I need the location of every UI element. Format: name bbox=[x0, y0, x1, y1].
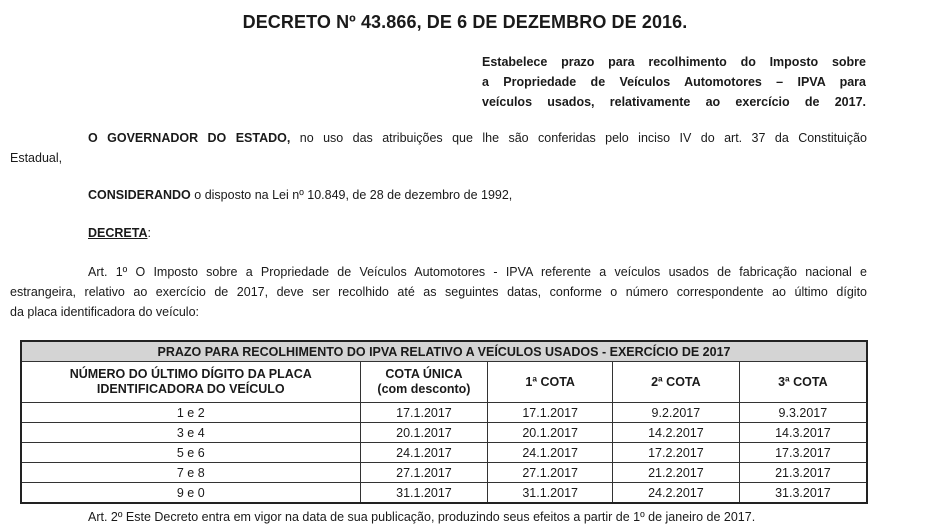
table-cell: 9.3.2017 bbox=[739, 403, 867, 423]
table-cell: 21.2.2017 bbox=[613, 463, 740, 483]
preamble-text: no uso das atribuições que lhe são conferidas pelo inciso IV do art. 37 da Constituição bbox=[290, 131, 867, 145]
table-cell: 5 e 6 bbox=[21, 443, 360, 463]
preamble-paragraph bbox=[10, 128, 867, 168]
summary-line: a Propriedade de Veículos Automotores – IPVA para bbox=[482, 75, 866, 89]
table-cell: 14.3.2017 bbox=[739, 423, 867, 443]
table-cell: 9.2.2017 bbox=[613, 403, 740, 423]
table-cell: 1 e 2 bbox=[21, 403, 360, 423]
decreta-label: DECRETA bbox=[88, 226, 148, 240]
table-cell: 21.3.2017 bbox=[739, 463, 867, 483]
table-cell: 17.3.2017 bbox=[739, 443, 867, 463]
preamble-line bbox=[10, 128, 867, 148]
decreta-colon: : bbox=[147, 226, 151, 240]
table-cell: 14.2.2017 bbox=[613, 423, 740, 443]
table-cell: 24.1.2017 bbox=[488, 443, 613, 463]
table-row bbox=[21, 463, 867, 483]
table-row bbox=[21, 403, 867, 423]
considerando-paragraph bbox=[88, 185, 512, 205]
preamble-line: Estadual, bbox=[10, 151, 63, 165]
column-header-second-quota: 2ª COTA bbox=[613, 362, 740, 403]
article-2-partial: Art. 2º Este Decreto entra em vigor na data de sua publicação, produzindo seus efeitos a partir de 1º de janeiro de 2017. bbox=[88, 510, 756, 524]
table-caption: PRAZO PARA RECOLHIMENTO DO IPVA RELATIVO A VEÍCULOS USADOS - EXERCÍCIO DE 2017 bbox=[21, 341, 867, 362]
table-cell: 17.1.2017 bbox=[488, 403, 613, 423]
table-cell: 24.2.2017 bbox=[613, 483, 740, 504]
table-cell: 20.1.2017 bbox=[488, 423, 613, 443]
table-cell: 20.1.2017 bbox=[360, 423, 488, 443]
column-header-third-quota: 3ª COTA bbox=[739, 362, 867, 403]
table-cell: 27.1.2017 bbox=[488, 463, 613, 483]
table-header-row bbox=[21, 362, 867, 403]
decree-summary bbox=[482, 52, 866, 112]
table-cell: 17.1.2017 bbox=[360, 403, 488, 423]
column-header-first-quota: 1ª COTA bbox=[488, 362, 613, 403]
considerando-label: CONSIDERANDO bbox=[88, 188, 191, 202]
table-cell: 17.2.2017 bbox=[613, 443, 740, 463]
table-cell: 31.3.2017 bbox=[739, 483, 867, 504]
table-cell: 3 e 4 bbox=[21, 423, 360, 443]
article-1-line: Art. 1º O Imposto sobre a Propriedade de Veículos Automotores - IPVA referente a veículos usados de fabricação nacional e bbox=[88, 265, 867, 279]
table-cell: 24.1.2017 bbox=[360, 443, 488, 463]
governor-label: O GOVERNADOR DO ESTADO, bbox=[88, 131, 291, 145]
table-cell: 7 e 8 bbox=[21, 463, 360, 483]
considerando-text: o disposto na Lei nº 10.849, de 28 de dezembro de 1992, bbox=[190, 188, 513, 202]
article-1-line: estrangeira, relativo ao exercício de 2017, deve ser recolhido até as seguintes datas, conforme o número correspondente ao último dígito bbox=[10, 285, 867, 299]
summary-line: Estabelece prazo para recolhimento do Imposto sobre bbox=[482, 55, 866, 69]
table-row bbox=[21, 443, 867, 463]
table-row bbox=[21, 483, 867, 504]
table-row bbox=[21, 423, 867, 443]
decree-title: DECRETO Nº 43.866, DE 6 DE DEZEMBRO DE 2016. bbox=[242, 12, 688, 32]
table-cell: 31.1.2017 bbox=[488, 483, 613, 504]
decreta-paragraph bbox=[88, 223, 151, 243]
article-1-paragraph bbox=[10, 262, 867, 322]
table-cell: 31.1.2017 bbox=[360, 483, 488, 504]
ipva-schedule-table bbox=[20, 340, 868, 504]
table-cell: 9 e 0 bbox=[21, 483, 360, 504]
article-1-line: da placa identificadora do veículo: bbox=[10, 305, 200, 319]
table-cell: 27.1.2017 bbox=[360, 463, 488, 483]
summary-line: veículos usados, relativamente ao exercício de 2017. bbox=[482, 95, 866, 109]
column-header-plate-digit: NÚMERO DO ÚLTIMO DÍGITO DA PLACA IDENTIFICADORA DO VEÍCULO bbox=[21, 362, 360, 403]
column-header-single-quota: COTA ÚNICA (com desconto) bbox=[360, 362, 488, 403]
